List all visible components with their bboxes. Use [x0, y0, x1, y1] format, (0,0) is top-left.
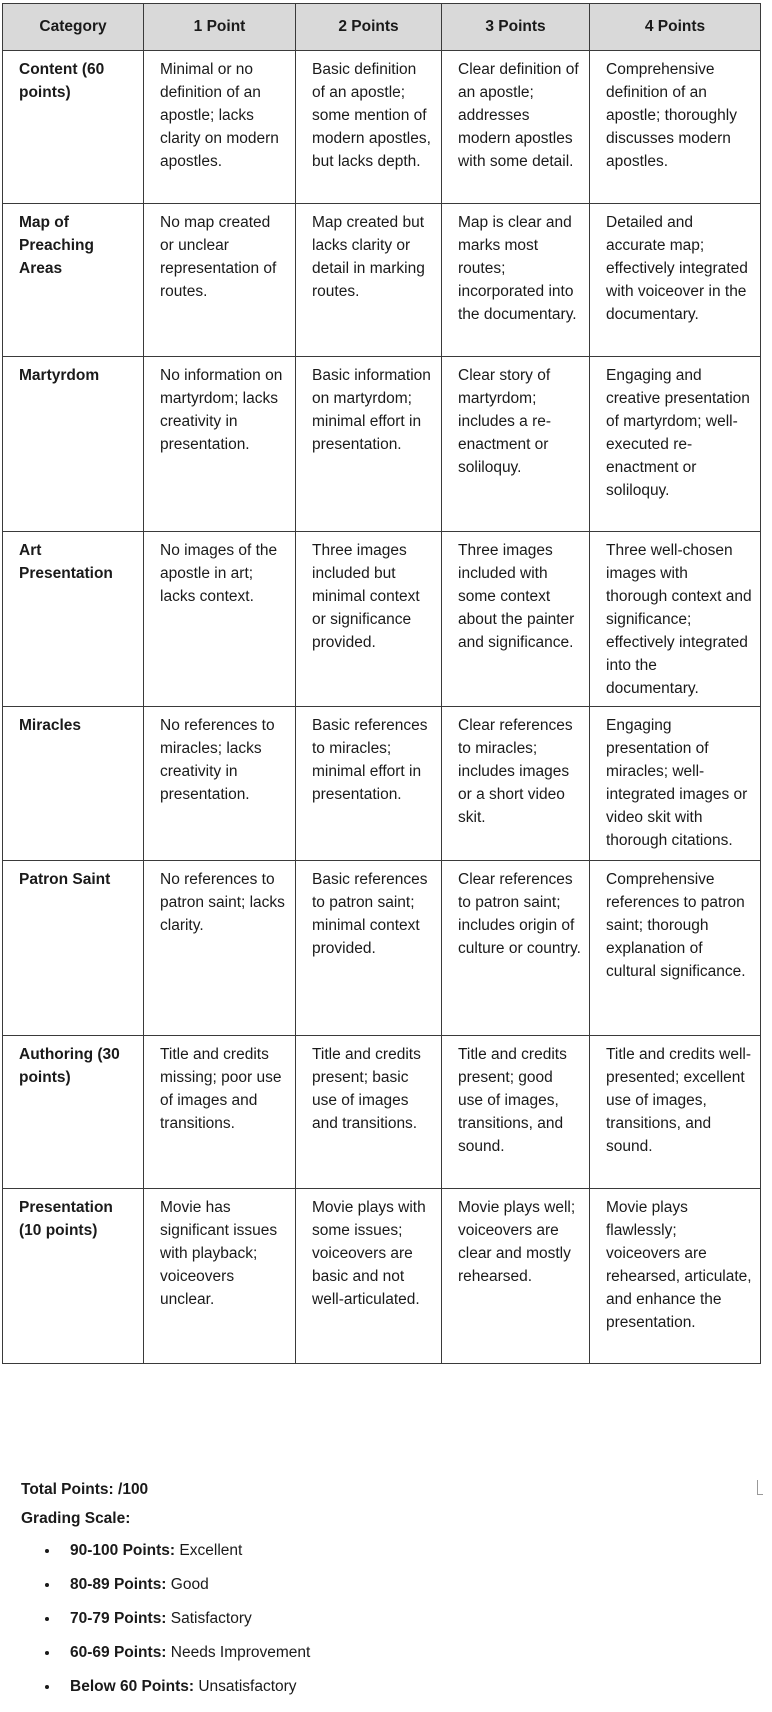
- end-of-table-marker: [757, 1480, 763, 1495]
- table-cell[interactable]: Engaging and creative presentation of martyrdom; well-executed re-enactment or soliloquy.: [590, 357, 761, 532]
- table-cell[interactable]: Movie plays well; voiceovers are clear and mostly rehearsed.: [442, 1189, 590, 1364]
- row-category[interactable]: Patron Saint: [3, 861, 144, 1036]
- list-item[interactable]: [45, 1542, 310, 1576]
- scale-label: Good: [170, 1576, 209, 1593]
- table-cell[interactable]: No images of the apostle in art; lacks context.: [144, 532, 296, 707]
- table-cell[interactable]: Three images included with some context about the painter and significance.: [442, 532, 590, 707]
- scale-range: 60-69 Points:: [70, 1644, 167, 1661]
- list-item[interactable]: [45, 1610, 310, 1644]
- table-cell[interactable]: No references to patron saint; lacks clarity.: [144, 861, 296, 1036]
- table-row: [3, 357, 761, 532]
- scale-label: Needs Improvement: [170, 1644, 311, 1661]
- table-row: [3, 1036, 761, 1189]
- scale-range: 90-100 Points:: [70, 1542, 176, 1559]
- table-cell[interactable]: Title and credits present; good use of images, transitions, and sound.: [442, 1036, 590, 1189]
- table-row: [3, 707, 761, 861]
- table-row: [3, 1189, 761, 1364]
- row-category[interactable]: Martyrdom: [3, 357, 144, 532]
- header-2-points[interactable]: 2 Points: [296, 4, 442, 51]
- scale-label: Satisfactory: [170, 1610, 252, 1627]
- table-row: [3, 532, 761, 707]
- scale-range: 70-79 Points:: [70, 1610, 167, 1627]
- table-cell[interactable]: No information on martyrdom; lacks creativity in presentation.: [144, 357, 296, 532]
- rubric-table: [2, 3, 761, 1364]
- table-cell[interactable]: Clear story of martyrdom; includes a re-enactment or soliloquy.: [442, 357, 590, 532]
- grading-scale-title[interactable]: Grading Scale:: [21, 1510, 131, 1527]
- table-row: [3, 204, 761, 357]
- row-category[interactable]: Authoring (30 points): [3, 1036, 144, 1189]
- table-cell[interactable]: Title and credits present; basic use of images and transitions.: [296, 1036, 442, 1189]
- table-cell[interactable]: Movie plays flawlessly; voiceovers are rehearsed, articulate, and enhance the presentation.: [590, 1189, 761, 1364]
- table-cell[interactable]: Clear references to miracles; includes images or a short video skit.: [442, 707, 590, 861]
- scale-range: 80-89 Points:: [70, 1576, 167, 1593]
- list-item[interactable]: [45, 1576, 310, 1610]
- header-category[interactable]: Category: [3, 4, 144, 51]
- table-cell[interactable]: Movie plays with some issues; voiceovers are basic and not well-articulated.: [296, 1189, 442, 1364]
- scale-range: Below 60 Points:: [70, 1678, 195, 1695]
- table-cell[interactable]: Basic references to patron saint; minimal context provided.: [296, 861, 442, 1036]
- table-cell[interactable]: Three images included but minimal context or significance provided.: [296, 532, 442, 707]
- header-4-points[interactable]: 4 Points: [590, 4, 761, 51]
- grading-footer: [21, 1481, 310, 1712]
- grading-scale-list: [21, 1542, 310, 1712]
- table-cell[interactable]: Basic definition of an apostle; some mention of modern apostles, but lacks depth.: [296, 51, 442, 204]
- table-cell[interactable]: Detailed and accurate map; effectively integrated with voiceover in the documentary.: [590, 204, 761, 357]
- table-cell[interactable]: Engaging presentation of miracles; well-integrated images or video skit with thorough citations.: [590, 707, 761, 861]
- table-cell[interactable]: Basic information on martyrdom; minimal effort in presentation.: [296, 357, 442, 532]
- table-cell[interactable]: No references to miracles; lacks creativity in presentation.: [144, 707, 296, 861]
- row-category[interactable]: Content (60 points): [3, 51, 144, 204]
- list-item[interactable]: [45, 1644, 310, 1678]
- table-cell[interactable]: Comprehensive references to patron saint; thorough explanation of cultural significance.: [590, 861, 761, 1036]
- table-cell[interactable]: Three well-chosen images with thorough context and significance; effectively integrated into the documentary.: [590, 532, 761, 707]
- table-cell[interactable]: No map created or unclear representation of routes.: [144, 204, 296, 357]
- header-row: [3, 4, 761, 51]
- table-cell[interactable]: Comprehensive definition of an apostle; thoroughly discusses modern apostles.: [590, 51, 761, 204]
- list-item[interactable]: [45, 1678, 310, 1712]
- table-cell[interactable]: Map is clear and marks most routes; incorporated into the documentary.: [442, 204, 590, 357]
- table-cell[interactable]: Title and credits missing; poor use of images and transitions.: [144, 1036, 296, 1189]
- table-cell[interactable]: Minimal or no definition of an apostle; lacks clarity on modern apostles.: [144, 51, 296, 204]
- table-cell[interactable]: Basic references to miracles; minimal effort in presentation.: [296, 707, 442, 861]
- table-cell[interactable]: Clear references to patron saint; includes origin of culture or country.: [442, 861, 590, 1036]
- scale-label: Unsatisfactory: [198, 1678, 297, 1695]
- row-category[interactable]: Map of Preaching Areas: [3, 204, 144, 357]
- row-category[interactable]: Miracles: [3, 707, 144, 861]
- header-1-point[interactable]: 1 Point: [144, 4, 296, 51]
- table-cell[interactable]: Title and credits well-presented; excellent use of images, transitions, and sound.: [590, 1036, 761, 1189]
- total-points[interactable]: Total Points: /100: [21, 1481, 149, 1498]
- table-cell[interactable]: Map created but lacks clarity or detail in marking routes.: [296, 204, 442, 357]
- scale-label: Excellent: [179, 1542, 243, 1559]
- table-cell[interactable]: Clear definition of an apostle; addresses modern apostles with some detail.: [442, 51, 590, 204]
- row-category[interactable]: Presentation (10 points): [3, 1189, 144, 1364]
- table-row: [3, 51, 761, 204]
- header-3-points[interactable]: 3 Points: [442, 4, 590, 51]
- row-category[interactable]: Art Presentation: [3, 532, 144, 707]
- table-row: [3, 861, 761, 1036]
- table-cell[interactable]: Movie has significant issues with playback; voiceovers unclear.: [144, 1189, 296, 1364]
